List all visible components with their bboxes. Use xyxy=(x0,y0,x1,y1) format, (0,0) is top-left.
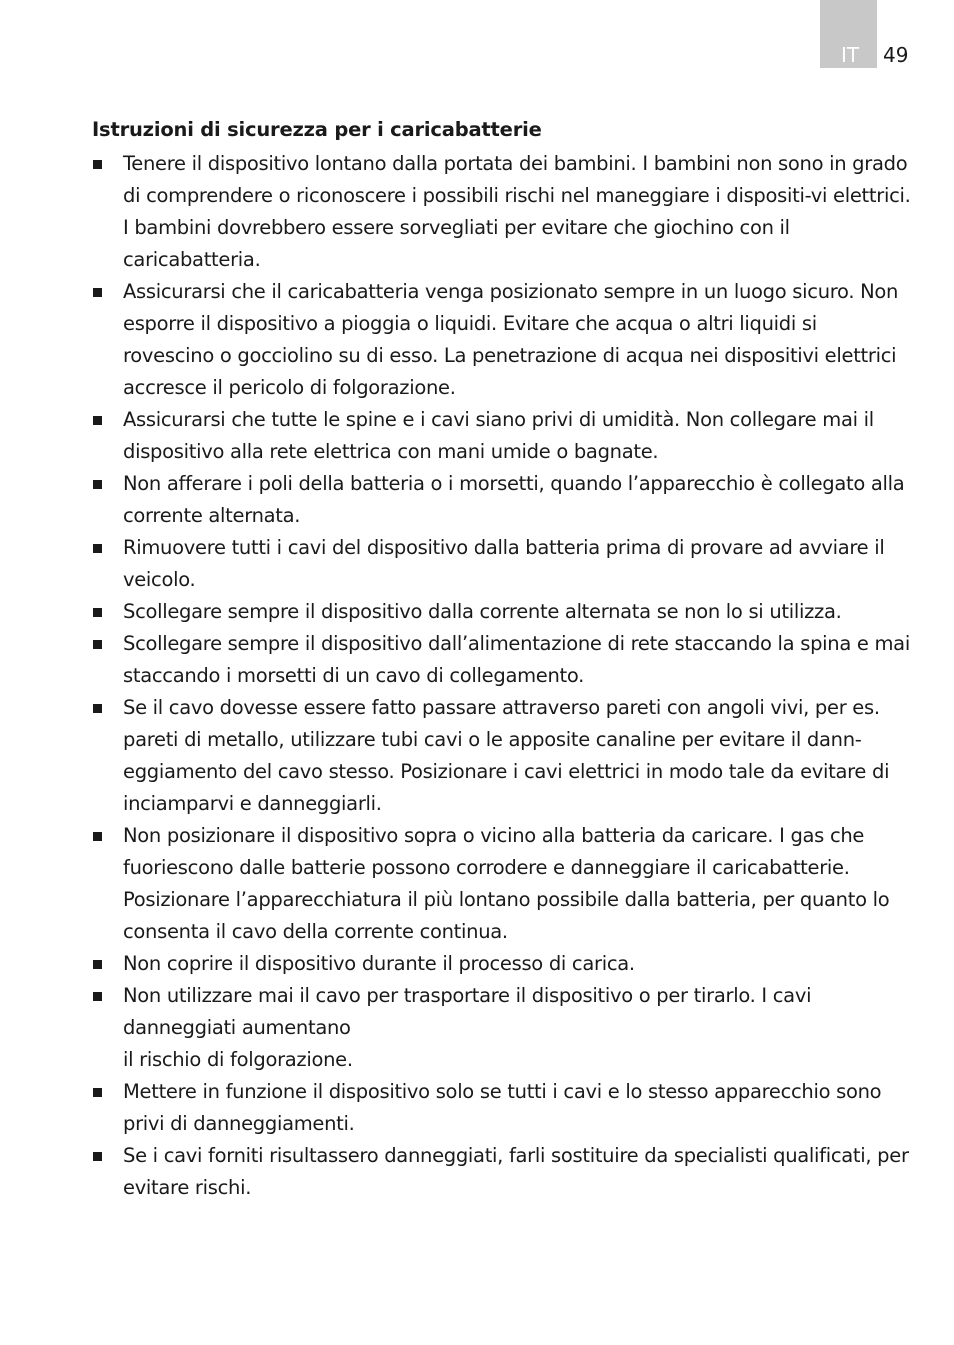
list-item-text: Assicurarsi che tutte le spine e i cavi siano privi di umidità. Non collegare mai il dispositivo alla rete elettrica con mani umide o bagnate. xyxy=(123,408,874,463)
list-item-text: Tenere il dispositivo lontano dalla portata dei bambini. I bambini non sono in grado di comprendere o riconoscere i possibili rischi nel maneggiare i dispositi-vi elettrici. I bambini dovrebbero essere sorvegliati per evitare che giochino con il caricabatteria. xyxy=(123,152,911,271)
list-item xyxy=(92,820,912,948)
list-item-text: Non afferare i poli della batteria o i morsetti, quando l’apparecchio è collegato alla corrente alternata. xyxy=(123,472,905,527)
list-item-text: Scollegare sempre il dispositivo dalla corrente alternata se non lo si utilizza. xyxy=(123,600,842,623)
list-item-text: Assicurarsi che il caricabatteria venga posizionato sempre in un luogo sicuro. Non esporre il dispositivo a pioggia o liquidi. Evitare che acqua o altri liquidi si rovescino o gocciolino su di esso. La penetrazione di acqua nei dispositivi elettrici accresce il pericolo di folgorazione. xyxy=(123,280,899,399)
square-bullet-icon xyxy=(93,544,102,553)
square-bullet-icon xyxy=(93,960,102,969)
square-bullet-icon xyxy=(93,992,102,1001)
list-item xyxy=(92,148,912,276)
list-item xyxy=(92,276,912,404)
list-item xyxy=(92,404,912,468)
square-bullet-icon xyxy=(93,416,102,425)
list-item xyxy=(92,1140,912,1204)
language-label: IT xyxy=(841,43,860,67)
square-bullet-icon xyxy=(93,832,102,841)
safety-list xyxy=(92,148,912,1204)
section-title: Istruzioni di sicurezza per i caricabatterie xyxy=(92,118,542,141)
square-bullet-icon xyxy=(93,1152,102,1161)
square-bullet-icon xyxy=(93,160,102,169)
list-item xyxy=(92,628,912,692)
list-item xyxy=(92,1076,912,1140)
list-item xyxy=(92,948,912,980)
list-item xyxy=(92,532,912,596)
list-item xyxy=(92,692,912,820)
list-item xyxy=(92,596,912,628)
list-item-text: Rimuovere tutti i cavi del dispositivo dalla batteria prima di provare ad avviare il veicolo. xyxy=(123,536,885,591)
square-bullet-icon xyxy=(93,1088,102,1097)
list-item-text: Non coprire il dispositivo durante il processo di carica. xyxy=(123,952,635,975)
square-bullet-icon xyxy=(93,640,102,649)
list-item-text: Non posizionare il dispositivo sopra o vicino alla batteria da caricare. I gas che fuoriescono dalle batterie possono corrodere e danneggiare il caricabatterie. Posizionare l’apparecchiatura il più lontano possibile dalla batteria, per quanto lo consenta il cavo della corrente continua. xyxy=(123,824,890,943)
square-bullet-icon xyxy=(93,704,102,713)
language-tab xyxy=(820,0,877,68)
list-item-text: Mettere in funzione il dispositivo solo se tutti i cavi e lo stesso apparecchio sono privi di danneggiamenti. xyxy=(123,1080,882,1135)
list-item-text: Se i cavi forniti risultassero danneggiati, farli sostituire da specialisti qualificati, per evitare rischi. xyxy=(123,1144,909,1199)
square-bullet-icon xyxy=(93,608,102,617)
list-item xyxy=(92,468,912,532)
safety-section xyxy=(92,116,912,1204)
square-bullet-icon xyxy=(93,480,102,489)
list-item-text: Scollegare sempre il dispositivo dall’alimentazione di rete staccando la spina e mai staccando i morsetti di un cavo di collegamento. xyxy=(123,632,910,687)
list-item xyxy=(92,980,912,1076)
page-number: 49 xyxy=(883,43,909,67)
list-item-text: Se il cavo dovesse essere fatto passare attraverso pareti con angoli vivi, per es. pareti di metallo, utilizzare tubi cavi o le apposite canaline per evitare il dann-eggiamento del cavo stesso. Posizionare i cavi elettrici in modo tale da evitare di inciamparvi e danneggiarli. xyxy=(123,696,890,815)
list-item-text: Non utilizzare mai il cavo per trasportare il dispositivo o per tirarlo. I cavi danneggiati aumentano il rischio di folgorazione. xyxy=(123,984,812,1071)
square-bullet-icon xyxy=(93,288,102,297)
